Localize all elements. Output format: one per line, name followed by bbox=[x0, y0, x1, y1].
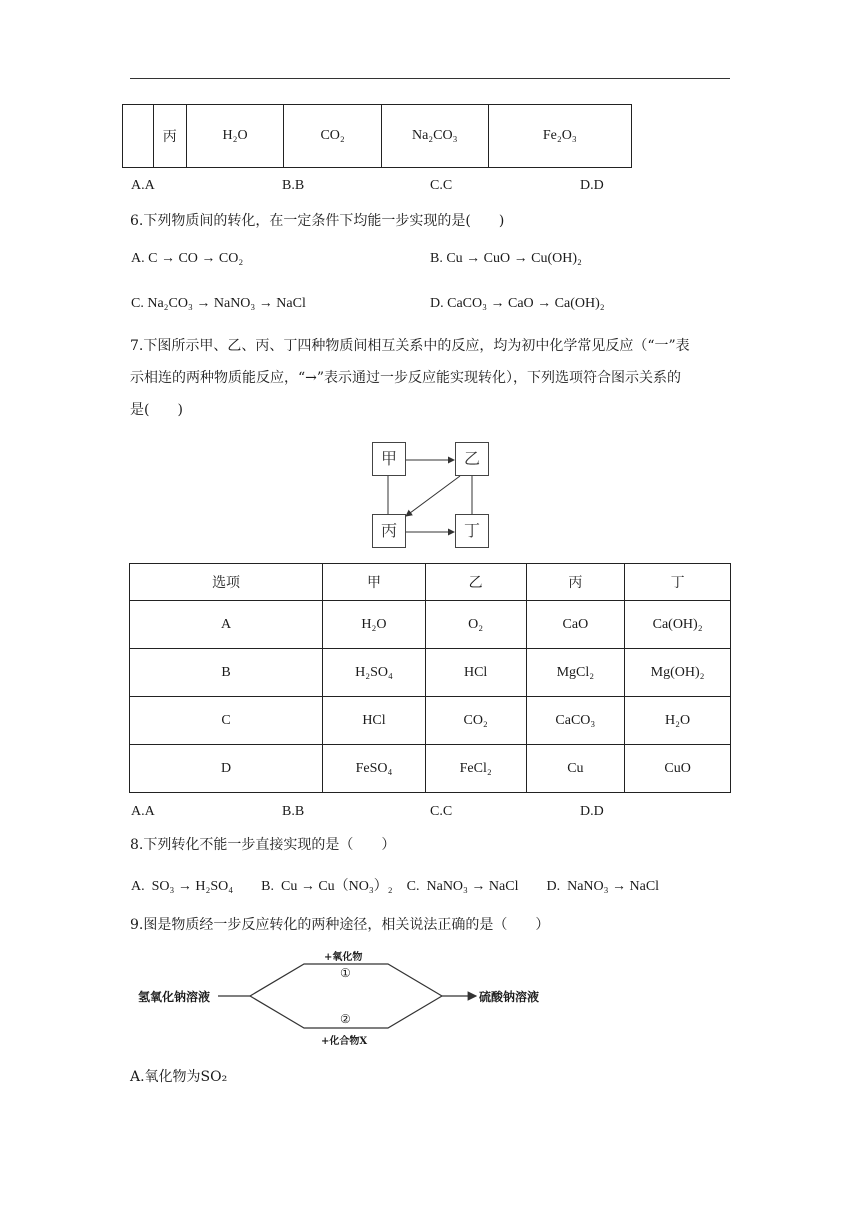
q9-pathway-diagram bbox=[138, 948, 558, 1048]
table-cell: CaO bbox=[526, 601, 625, 649]
q9-stem: 9.图是物质经一步反应转化的两种途径，相关说法正确的是（ ） bbox=[130, 917, 550, 933]
q6-stem: 6.下列物质间的转化，在一定条件下均能一步实现的是( ) bbox=[130, 213, 505, 229]
table-header: 丙 bbox=[526, 564, 625, 601]
table-cell: A bbox=[130, 601, 323, 649]
pathway-top-label: +氧化物 bbox=[324, 952, 363, 963]
table-cell: C bbox=[130, 697, 323, 745]
table-cell: CO₂ bbox=[425, 697, 526, 745]
table-row bbox=[130, 697, 731, 745]
table-cell: H₂O bbox=[625, 697, 731, 745]
table-header: 乙 bbox=[425, 564, 526, 601]
table-header: 甲 bbox=[323, 564, 426, 601]
q7-stem-line1: 7.下图所示甲、乙、丙、丁四种物质间相互关系中的反应，均为初中化学常见反应（“一”表 bbox=[130, 338, 690, 354]
q7-option-b: B.B bbox=[282, 804, 305, 819]
q5-option-b: B.B bbox=[282, 178, 305, 193]
table-cell: FeCl₂ bbox=[425, 745, 526, 793]
q7-relation-diagram bbox=[370, 440, 490, 552]
table-cell: CaCO₃ bbox=[526, 697, 625, 745]
q8-options: A. SO₃ → H₂SO₄ B. Cu → Cu（NO₃）₂ C. NaNO₃ → NaCl D. NaNO₃ → NaCl bbox=[131, 879, 660, 894]
q6-option-a: A. C → CO → CO₂ bbox=[131, 251, 244, 266]
table-cell: FeSO₄ bbox=[323, 745, 426, 793]
q7-option-c: C.C bbox=[430, 804, 453, 819]
box-ding: 丁 bbox=[455, 514, 489, 548]
table-cell: H₂SO₄ bbox=[323, 649, 426, 697]
q8-stem: 8.下列转化不能一步直接实现的是（ ） bbox=[130, 837, 396, 853]
q9-option-a: A.氧化物为SO₂ bbox=[130, 1069, 228, 1085]
table-cell: CuO bbox=[625, 745, 731, 793]
table-cell: Ca(OH)₂ bbox=[625, 601, 731, 649]
q6-option-b: B. Cu → CuO → Cu(OH)₂ bbox=[430, 251, 582, 266]
pathway-left-label: 氢氧化钠溶液 bbox=[138, 990, 211, 1004]
q7-stem-line3: 是( ) bbox=[130, 402, 183, 418]
pathway-top-number: ① bbox=[340, 966, 351, 980]
table-cell: B bbox=[130, 649, 323, 697]
table-row-label: 丙 bbox=[153, 105, 186, 168]
table-cell: CO₂ bbox=[284, 105, 382, 168]
pathway-right-label: 硫酸钠溶液 bbox=[479, 990, 540, 1004]
q5-option-a: A.A bbox=[131, 178, 155, 193]
pathway-bottom-label: +化合物X bbox=[321, 1036, 368, 1047]
q6-option-c: C. Na₂CO₃ → NaNO₃ → NaCl bbox=[131, 296, 306, 311]
table-row bbox=[130, 745, 731, 793]
box-bing: 丙 bbox=[372, 514, 406, 548]
box-yi: 乙 bbox=[455, 442, 489, 476]
table-cell: HCl bbox=[323, 697, 426, 745]
table-cell: MgCl₂ bbox=[526, 649, 625, 697]
q5-table-fragment bbox=[122, 104, 632, 168]
header-rule bbox=[130, 78, 730, 79]
table-cell: Cu bbox=[526, 745, 625, 793]
q5-option-d: D.D bbox=[580, 178, 604, 193]
box-jia: 甲 bbox=[372, 442, 406, 476]
table-blank-cell bbox=[123, 105, 154, 168]
q7-option-d: D.D bbox=[580, 804, 604, 819]
table-cell: H₂O bbox=[186, 105, 284, 168]
table-row bbox=[130, 601, 731, 649]
table-cell: Mg(OH)₂ bbox=[625, 649, 731, 697]
table-cell: HCl bbox=[425, 649, 526, 697]
q6-option-d: D. CaCO₃ → CaO → Ca(OH)₂ bbox=[430, 296, 605, 311]
q7-option-a: A.A bbox=[131, 804, 155, 819]
table-cell: Na₂CO₃ bbox=[381, 105, 488, 168]
table-header: 丁 bbox=[625, 564, 731, 601]
pathway-bottom-number: ② bbox=[340, 1012, 351, 1026]
q5-option-c: C.C bbox=[430, 178, 453, 193]
table-cell: O₂ bbox=[425, 601, 526, 649]
table-header: 选项 bbox=[130, 564, 323, 601]
table-row bbox=[130, 649, 731, 697]
table-cell: Fe₂O₃ bbox=[488, 105, 631, 168]
table-cell: D bbox=[130, 745, 323, 793]
q7-stem-line2: 示相连的两种物质能反应，“→”表示通过一步反应能实现转化），下列选项符合图示关系的 bbox=[130, 370, 682, 386]
q7-options-table bbox=[129, 563, 731, 793]
table-cell: H₂O bbox=[323, 601, 426, 649]
